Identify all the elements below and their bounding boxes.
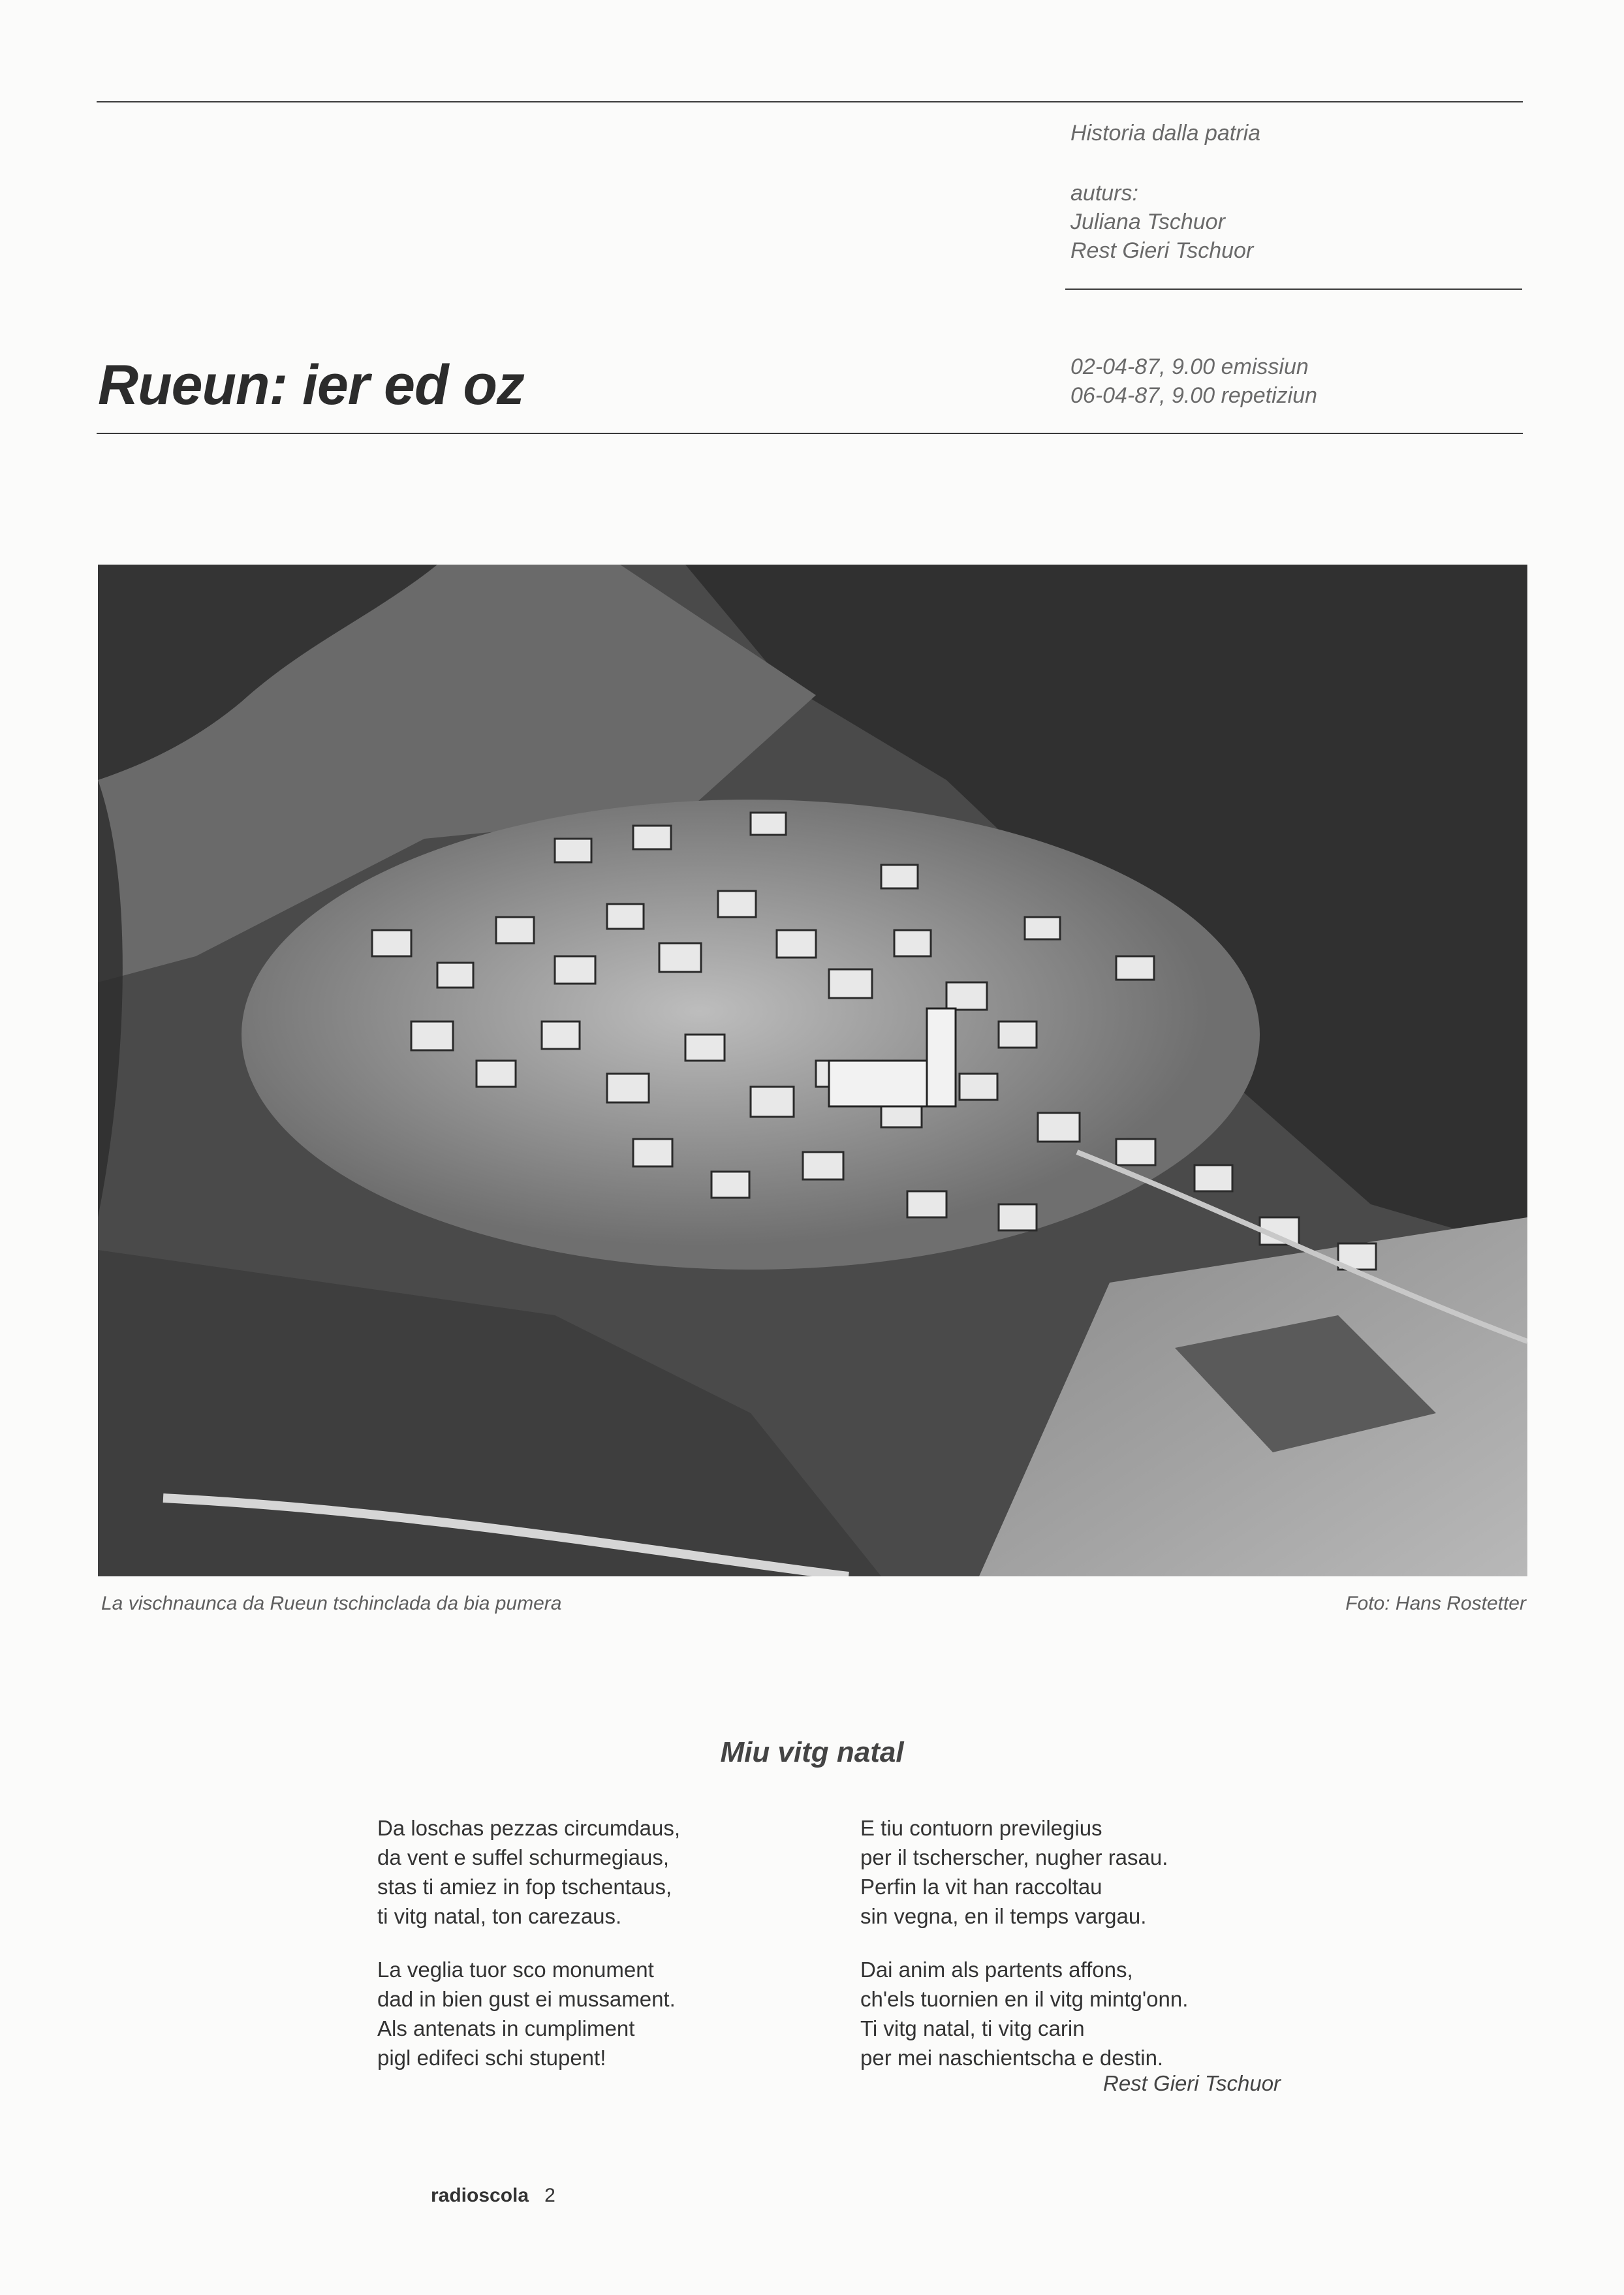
poem-stanza bbox=[860, 1813, 1168, 1931]
poem-line: Als antenats in cumpliment bbox=[377, 2016, 635, 2040]
page-number: 2 bbox=[544, 2185, 555, 2206]
poem-line: sin vegna, en il temps vargau. bbox=[860, 1904, 1147, 1928]
photo-illustration bbox=[98, 565, 1527, 1576]
poem-line: Ti vitg natal, ti vitg carin bbox=[860, 2016, 1085, 2040]
poem-stanza bbox=[860, 1955, 1188, 2072]
page-title: Rueun: ier ed oz bbox=[98, 354, 524, 416]
rebroadcast-date: 06-04-87, 9.00 repetiziun bbox=[1070, 383, 1318, 408]
poem-line: per il tscherscher, nugher rasau. bbox=[860, 1845, 1168, 1869]
poem-line: Da loschas pezzas circumdaus, bbox=[377, 1816, 681, 1840]
author-name: Rest Gieri Tschuor bbox=[1070, 238, 1254, 263]
poem-line: ch'els tuornien en il vitg mintg'onn. bbox=[860, 1987, 1189, 2011]
poem-line: ti vitg natal, ton carezaus. bbox=[377, 1904, 622, 1928]
poem-line: Dai anim als partents affons, bbox=[860, 1958, 1133, 1982]
meta-rule bbox=[1065, 289, 1522, 290]
village-aerial-photo bbox=[98, 565, 1527, 1576]
poem-line: pigl edifeci schi stupent! bbox=[377, 2046, 606, 2070]
poem-line: stas ti amiez in fop tschentaus, bbox=[377, 1875, 672, 1899]
poem-line: Perfin la vit han raccoltau bbox=[860, 1875, 1102, 1899]
poem-stanza bbox=[377, 1955, 676, 2072]
broadcast-date: 02-04-87, 9.00 emissiun bbox=[1070, 354, 1309, 379]
poem-signature: Rest Gieri Tschuor bbox=[1103, 2071, 1281, 2095]
title-rule bbox=[97, 433, 1523, 434]
photo-credit: Foto: Hans Rostetter bbox=[1345, 1593, 1526, 1614]
poem-line: da vent e suffel schurmegiaus, bbox=[377, 1845, 669, 1869]
publication-name: radioscola bbox=[431, 2185, 529, 2206]
poem-title: Miu vitg natal bbox=[720, 1736, 904, 1768]
author-name: Juliana Tschuor bbox=[1070, 210, 1225, 234]
poem-line: per mei naschientscha e destin. bbox=[860, 2046, 1164, 2070]
section-label: Historia dalla patria bbox=[1070, 121, 1261, 146]
poem-line: E tiu contuorn previlegius bbox=[860, 1816, 1102, 1840]
poem-line: La veglia tuor sco monument bbox=[377, 1958, 654, 1982]
poem-line: dad in bien gust ei mussament. bbox=[377, 1987, 676, 2011]
top-rule bbox=[97, 101, 1523, 102]
poem-stanza bbox=[377, 1813, 680, 1931]
photo-caption: La vischnaunca da Rueun tschinclada da bia pumera bbox=[101, 1593, 562, 1614]
authors-label: auturs: bbox=[1070, 181, 1138, 206]
page-footer bbox=[431, 2185, 555, 2207]
